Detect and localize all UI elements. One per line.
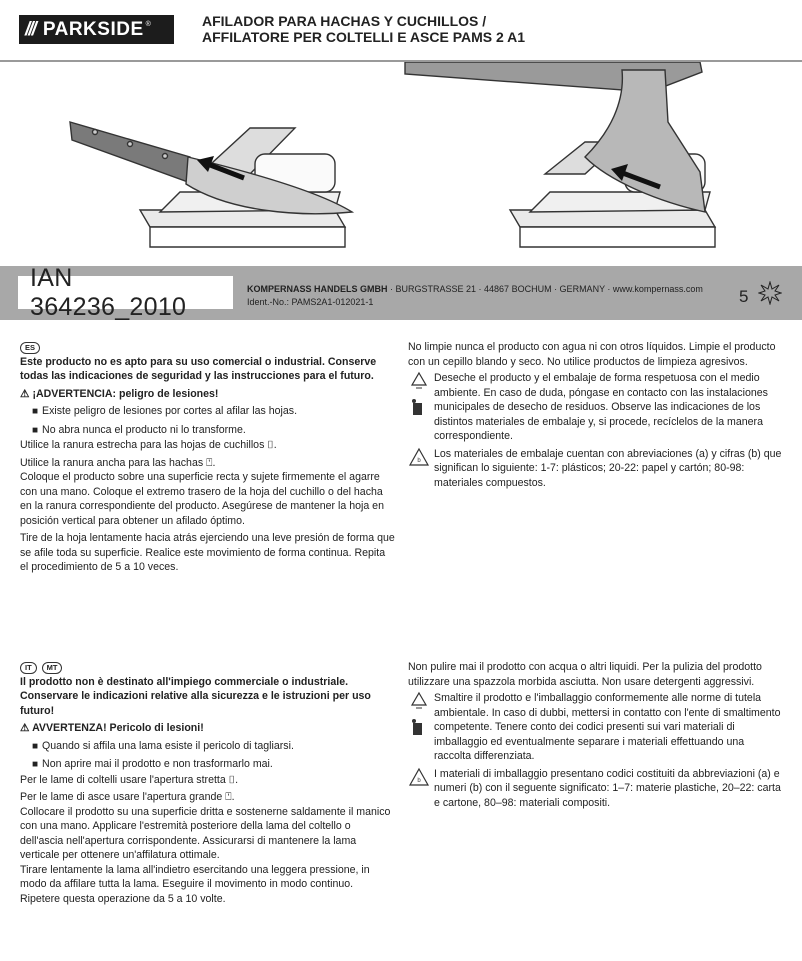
company-info (247, 283, 703, 309)
ian-box (18, 263, 233, 321)
it-bullet-1: ■ Quando si affila una lama esiste il pericolo di tagliarsi. (20, 739, 396, 755)
es-bullet-1: ■ Existe peligro de lesiones por cortes al afilar las hojas. (20, 404, 396, 420)
recycle-icon (408, 371, 430, 391)
logo-registered: ® (145, 21, 151, 28)
title-line-2: AFFILATORE PER COLTELLI E ASCE PAMS 2 A1 (202, 29, 526, 45)
it-column-right (408, 660, 782, 810)
document-title (202, 13, 525, 45)
es-packaging: Los materiales de embalaje cuentan con abreviaciones (a) y cifras (b) que significan lo siguiente: 1-7: plásticos; 20-22: papel y cartón; 80-98: materiales compuestos. (434, 447, 782, 489)
es-packaging-block (408, 447, 782, 491)
es-intro: Este producto no es apto para su uso comercial o industrial. Conserve todas las indicaciones de seguridad y las instrucciones para el futuro. (20, 355, 377, 382)
it-bullet-2: ■ Non aprire mai il prodotto e non trasformarlo mai. (20, 757, 396, 773)
packaging-code-icon (408, 447, 430, 469)
es-column-right (408, 340, 782, 490)
lang-badge-mt: MT (42, 662, 63, 674)
es-warning-title: ¡ADVERTENCIA: peligro de lesiones! (32, 387, 219, 400)
company-address: · BURGSTRASSE 21 · 44867 BOCHUM · GERMANY · www.kompernass.com (387, 284, 703, 294)
it-packaging: I materiali di imballaggio presentano codici costituiti da abbreviazioni (a) e numeri (b) con il seguente significato: 1–7: materie plastiche, 20–22: carta e cartone, 80–98: materiali compositi. (434, 767, 781, 809)
es-clean: No limpie nunca el producto con agua ni con otros líquidos. Limpie el producto con un cepillo blando y seco. No utilice productos de limpieza agresivos. (408, 341, 776, 368)
es-dispose: Deseche el producto y el embalaje de forma respetuosa con el medio ambiente. En caso de duda, póngase en contacto con las instalaciones municipales de desecho de residuos. Observe las indicaciones de los distintos materiales de embalaje y, si procede, recíclelos de la manera correspondiente. (434, 372, 768, 442)
it-warning-heading (20, 721, 396, 736)
page-number: 5 (739, 287, 749, 306)
it-column-left: IT MT Il prodotto non è destinato all'impiego commerciale o industriale. Conservare le indicazioni relative alla sicurezza e le istruzioni per uso futuro! ⚠ AVVERTENZA! Pericolo di lesioni! ■ Quando si affila una lama esiste il pericolo di tagliarsi. ■ Non aprire mai il prodotto e non trasformarlo mai. Per le lame di coltelli usare l'apertura stretta ⌷. Per le lame di asce usare l'apertura grande ⍞. Collocare il prodotto su una superficie dritta e sostenerne saldamente il manico con una mano. Applicare l'estremità posteriore della lama del coltello o dell'ascia nell'apertura corrispondente. Assicurarsi di mantenere la lama verticale per ottenere un'affilatura ottimale. Tirare lentamente la lama all'indietro esercitando una leggera pressione, in modo da affilare tutta la lama. Eseguire il movimento in modo continuo. Ripetere questa operazione da 5 a 10 volte. (20, 660, 396, 906)
it-dispose-block (408, 691, 782, 764)
warning-triangle-icon: ⚠ (20, 387, 30, 400)
axe-slot-icon: ⍞ (225, 791, 232, 803)
warning-triangle-icon: ⚠ (20, 722, 30, 734)
lang-badge-es: ES (20, 342, 40, 354)
title-line-1: AFILADOR PARA HACHAS Y CUCHILLOS / (202, 13, 487, 29)
svg-text:b: b (417, 777, 421, 784)
packaging-code-icon (408, 767, 430, 789)
es-line-wide: Utilice la ranura ancha para las hachas (20, 456, 204, 469)
ident-number: Ident.-No.: PAMS2A1-012021-1 (247, 297, 374, 307)
it-line-wide: Per le lame di asce usare l'apertura grande (20, 791, 223, 803)
svg-text:b: b (417, 457, 421, 464)
recycle-icon (408, 691, 430, 711)
it-para-2: Tirare lentamente la lama all'indietro esercitando una leggera pressione, in modo da affilare tutta la lama. Eseguire il movimento in modo continuo. Ripetere questa operazione da 5 a 10 volte. (20, 863, 370, 905)
it-warning-title: AVVERTENZA! Pericolo di lesioni! (32, 722, 204, 734)
it-packaging-block (408, 767, 782, 811)
es-line-narrow: Utilice la ranura estrecha para las hojas de cuchillos (20, 439, 265, 451)
parkside-logo (19, 15, 174, 44)
es-dispose-block (408, 371, 782, 444)
es-para-1: Coloque el producto sobre una superficie recta y sujete firmemente el agarre con una mano. Coloque el extremo trasero de la hoja del cuchillo o del hacha en la ranura correspondiente del producto. Asegúrese de mantener la hoja en posición vertical para obtener un afilado óptimo. (20, 471, 384, 527)
es-para-2: Tire de la hoja lentamente hacia atrás ejerciendo una leve presión de forma que se afile toda su superficie. Realice este movimiento de forma continua. Repita el procedimiento de 5 a 10 veces. (20, 532, 395, 573)
it-clean: Non pulire mai il prodotto con acqua o altri liquidi. Per la pulizia del prodotto utilizzare una spazzola morbida asciutta. Non usare detergenti aggressivi. (408, 661, 762, 688)
lang-badge-it: IT (20, 662, 37, 674)
it-line-narrow: Per le lame di coltelli usare l'apertura stretta (20, 773, 226, 786)
axe-slot-icon: ⍞ (206, 456, 213, 469)
logo-brand: PARKSIDE (42, 18, 144, 40)
it-para-1: Collocare il prodotto su una superficie dritta e sostenerne saldamente il manico con una mano. Applicare l'estremità posteriore della lama del coltello o dell'ascia nell'apertura corrispondente. Assicurarsi di mantenere la lama verticale per ottenere un'affilatura ottimale. (20, 805, 391, 861)
company-name: KOMPERNASS HANDELS GMBH (247, 284, 388, 294)
knife-slot-icon: ⌷ (228, 773, 236, 786)
waste-bin-icon (408, 717, 428, 739)
it-dispose: Smaltire il prodotto e l'imballaggio conformemente alle norme di tutela ambientale. In caso di dubbi, mettersi in contatto con l'ente di smaltimento competente. Tenere conto dei codici presenti sui vari materiali di imballaggio ed eventualmente separare i materiali effettuando una raccolta differenziata. (434, 692, 781, 762)
waste-bin-icon (408, 397, 428, 419)
product-illustration (0, 60, 802, 268)
es-column-left: ES Este producto no es apto para su uso comercial o industrial. Conserve todas las indicaciones de seguridad y las instrucciones para el futuro. ⚠ ¡ADVERTENCIA: peligro de lesiones! ■ Existe peligro de lesiones por cortes al afilar las hojas. ■ No abra nunca el producto ni lo transforme. Utilice la ranura estrecha para las hojas de cuchillos ⌷. Utilice la ranura ancha para las hachas ⍞. Coloque el producto sobre una superficie recta y sujete firmemente el agarre con una mano. Coloque el extremo trasero de la hoja del cuchillo o del hacha en la ranura correspondiente del producto. Asegúrese de mantener la hoja en posición vertical para obtener un afilado óptimo. Tire de la hoja lentamente hacia atrás ejerciendo una leve presión de forma que se afile toda su superficie. Realice este movimiento de forma continua. Repita el procedimiento de 5 a 10 veces. (20, 340, 396, 575)
star-burst-icon (758, 281, 782, 305)
knife-slot-icon: ⌷ (267, 439, 274, 451)
ian-number: IAN 364236_2010 (30, 263, 187, 321)
sharpener-illustration-icon (0, 62, 802, 268)
es-warning-heading (20, 387, 396, 402)
es-bullet-2: ■ No abra nunca el producto ni lo transforme. (20, 423, 396, 439)
logo-slashes: /// (25, 18, 35, 40)
it-intro: Il prodotto non è destinato all'impiego commerciale o industriale. Conservare le indicazioni relative alla sicurezza e le istruzioni per uso futuro! (20, 675, 371, 717)
